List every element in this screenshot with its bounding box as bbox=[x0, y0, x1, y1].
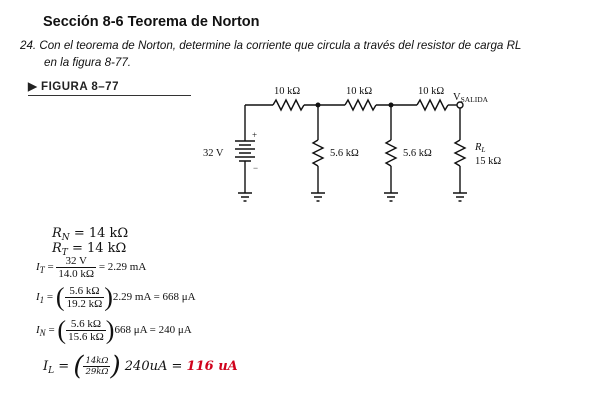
vout-label: VSALIDA bbox=[453, 92, 489, 104]
problem-statement bbox=[20, 37, 595, 71]
in-equation: $I_N$ = ( $\frac{5.6 k\Omega}{15.6 k\Omega}$ )668 μA = 240 μA bbox=[36, 315, 192, 345]
shunt1-label: 5.6 kΩ bbox=[330, 148, 359, 159]
r1-label: 10 kΩ bbox=[274, 86, 301, 97]
minus-label: − bbox=[253, 163, 259, 173]
shunt2-label: 5.6 kΩ bbox=[403, 148, 432, 159]
figure-label: ▶ FIGURA 8–77 bbox=[28, 81, 119, 93]
resistor-load bbox=[455, 140, 465, 166]
resistor-10k-1 bbox=[273, 100, 304, 110]
it-equation: $I_T$ = $\frac{32 V}{14.0 k\Omega}$ = 2.29 mA bbox=[36, 255, 147, 280]
figure-arrow-icon: ▶ bbox=[28, 81, 42, 93]
rl-label: RL bbox=[475, 142, 486, 154]
rl-value: 15 kΩ bbox=[475, 156, 502, 167]
resistor-5k6-1 bbox=[313, 140, 323, 166]
circuit-diagram bbox=[195, 78, 525, 213]
source-label: 32 V bbox=[203, 148, 224, 159]
rn-line: $R_N = 14$ kΩ bbox=[52, 226, 129, 243]
problem-number: 24. bbox=[20, 39, 37, 52]
r3-label: 10 kΩ bbox=[418, 86, 445, 97]
resistor-5k6-2 bbox=[386, 140, 396, 166]
ground-icon bbox=[238, 193, 252, 201]
resistor-10k-2 bbox=[345, 100, 376, 110]
problem-text-line1: Con el teorema de Norton, determine la corriente que circula a través del resistor de carga RL bbox=[39, 39, 522, 52]
il-result: 116 uA bbox=[186, 359, 238, 374]
problem-text-line2: en la figura 8-77. bbox=[44, 56, 132, 69]
rt-line: $R_T = 14$ kΩ bbox=[52, 241, 127, 258]
section-title: Sección 8-6 Teorema de Norton bbox=[43, 14, 260, 30]
plus-label: + bbox=[252, 130, 258, 140]
r2-label: 10 kΩ bbox=[346, 86, 373, 97]
ground-icon bbox=[311, 193, 325, 201]
figure-rule bbox=[28, 95, 191, 96]
ground-icon bbox=[384, 193, 398, 201]
i1-equation: $I_1$ = ( $\frac{5.6 k\Omega}{19.2 k\Omega}$ )2.29 mA = 668 μA bbox=[36, 282, 196, 312]
resistor-10k-3 bbox=[417, 100, 448, 110]
battery-symbol bbox=[235, 141, 255, 161]
ground-icon bbox=[453, 193, 467, 201]
il-equation: $I_L$ = ( $\frac{14k\Omega}{29k\Omega}$ ) 240uA = 116 uA bbox=[43, 351, 238, 382]
